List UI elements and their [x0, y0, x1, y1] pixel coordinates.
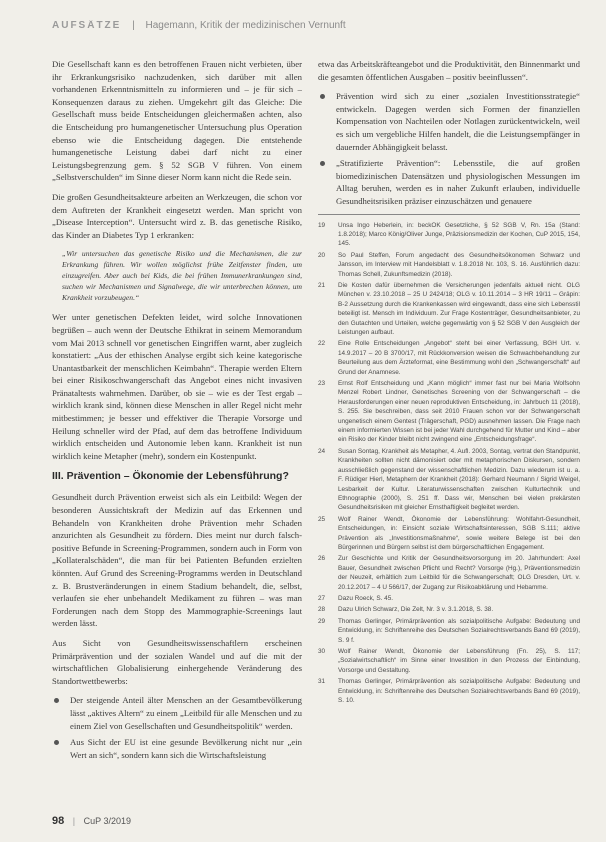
- footnote: [318, 605, 580, 614]
- footnote-number: 27: [318, 594, 326, 602]
- list-item-text: Aus Sicht der EU ist eine gesunde Bevölkerung nicht nur „ein Wert an sich“, sondern kann sich die Wirtschaftsleistung: [70, 737, 302, 760]
- left-column: [52, 58, 302, 793]
- paragraph: Die Gesellschaft kann es den betroffenen Frauen nicht verbieten, über ihr Erkrankungsrisiko nachzudenken, sich darüber mit allen vorhandenen Erkenntnismitteln zu informieren und – je für sich – Konsequenzen daraus zu ziehen. Umgekehrt gilt das Gleiche: Die Gesellschaft muss beide Entscheidungen gleichermaßen achten, also die Entscheidung pro humangenetischer Untersuchung plus Operation ebenso wie die Entscheidung dagegen. Die entstehende humangenetische Leistung dabei darf nicht zu einer Leistungsbegrenzung gem. § 52 SGB V führen. Von einem „Selbstverschulden“ im Sinne dieser Norm kann nicht die Rede sein.: [52, 59, 302, 183]
- list-item: [318, 90, 580, 153]
- running-header: [52, 20, 576, 38]
- footnote-text: So Paul Steffen, Forum angedacht des Gesundheitsökonomen Schwarz und Jansson, im Interview mit Handelsblatt v. 1.8.2018 Nr. 103, S. 16. Ausführlich dazu: Thomas Schell, Zukunftsmedizin (2018).: [338, 251, 580, 278]
- bullet-list: [318, 90, 580, 207]
- block-quote: „Wir untersuchen das genetische Risiko und die Mechanismen, die zur Erkrankung führen. Wir wollen möglichst frühe Zeitfenster finden, um einzugreifen. Aber auch bei Kids, die bei frühen Immunerkrankungen sind, suchen wir Mechanismen und Signalwege, die wir unterbrechen können, um Krankheit vorzubeugen.“: [62, 249, 302, 303]
- list-item: [318, 157, 580, 207]
- bullet-icon: [320, 161, 325, 166]
- footnote-number: 23: [318, 380, 326, 388]
- running-title: Hagemann, Kritik der medizinischen Vernunft: [145, 20, 346, 31]
- bullet-icon: [320, 94, 325, 99]
- footnote-divider: [318, 214, 580, 215]
- list-item: [52, 694, 302, 732]
- footnote: [318, 339, 580, 377]
- footnote-text: Susan Sontag, Krankheit als Metapher, 4. Aufl. 2003, Sontag, vertrat den Standpunkt, Krankheiten sollten nicht dämonisiert oder mit metaphorischen Diskursen, sondern ausschließlich gegenstand der wissenschaftlichen Medizin. Dazu wiederum ist u. a. F. Rüdiger Hierl, Metaphern der Krankheit (2018): Gerhard Neumann / Sigrid Weigel, Lesbarkeit der Kultur. Literaturwissenschaften zwischen Kulturtechnik und Ethnographie (2000), S. 251 ff. Dass wir, Menschen bei vielen prekärsten Gesundheitsrisiken mit gleicher Ernsthaftigkeit begleitet werden.: [338, 447, 580, 512]
- footnote-number: 26: [318, 555, 326, 563]
- list-item-text: Der steigende Anteil älter Menschen an der Gesamtbevölkerung lässt „aktives Altern“ zu einem „Leitbild für alle Menschen und zu einem Ziel von Gesellschaften und Gesundheitspolitik“ werden.: [70, 695, 302, 731]
- footnote-number: 28: [318, 606, 326, 614]
- page-number: 98: [52, 815, 65, 827]
- footnote-text: Zur Geschichte und Kritik der Gesundheitsvorsorgung im 20. Jahrhundert: Axel Bauer, Gesundheit zwischen Pflicht und Recht? Vorsorge (Hg.), Präventionsmedizin der Neuzeit, erhältlich zum Leitbild für die Schwangerschaft; OLG Dresden, Urt. v. 20.12.2017 – 4 U 566/17, der Zugang zur Risikoabklärung und Hebamme.: [338, 555, 580, 591]
- footnote: [318, 677, 580, 705]
- right-column: [318, 58, 580, 820]
- page-footer: [52, 815, 131, 827]
- footnote-text: Wolf Rainer Wendt, Ökonomie der Lebensführung: Wohlfahrt-Gesundheit, Entscheidungen, in: Einsicht soziale Wirtschaftsinteressen, SGB S.111; aktive Prävention als „Investitionsmaßnahme“, sowie weitere Belege ist bei den Bürgerinnen und Bürgern selbst ist dem bürgerschaftlichen Engagement.: [338, 515, 580, 551]
- list-item-text: Prävention wird sich zu einer „sozialen Investitionsstrategie“ entwickeln. Dagegen werden sich Formen der finanziellen Kompensation von Nachteilen oder Notlagen zurückentwickeln, weil es sich um vergebliche Hilfen handelt, die die Leistungsempfänger in dauernder Abhängigkeit belasst.: [336, 91, 580, 152]
- footnote-text: Wolf Rainer Wendt, Ökonomie der Lebensführung (Fn. 25), S. 117; „Sozialwirtschaftlich“ im Sinne einer Investition in den Prozess der Einbindung, Vorsorge und Gestaltung.: [338, 648, 580, 674]
- footnote-number: 29: [318, 617, 326, 625]
- paragraph: Wer unter genetischen Defekten leidet, wird solche Innovationen begrüßen – auch wenn der Deutsche Ethikrat in seinem Memorandum vom Mai 2013 schnell vor genetischen Eingriffen warnt, aber zugleich konstatiert: „Aus der ethischen Analyse ergibt sich keine kategorische Unantastbarkeit der menschlichen Keimbahn“. Therapie werden Eltern bei einer Risikoschwangerschaft das Angebot eines nicht invasiven Pränataltests wahrnehmen. Darüber, ob sie – wie es der Test ergab – wirklich krank sind, können diese Menschen in aller Regel nicht mehr mitbestimmen; je besser und effektiver die Therapie Vorsorge und Heilung schneller wird der Pfad, auf dem das betroffene Individuum wirklich entscheiden und Autonomie leben kann. Krankheit ist nun wirklich keine Metapher (mehr), sondern ein Kostenpunkt.: [52, 312, 302, 461]
- footnote-text: Dazu Ulrich Schwarz, Die Zelt, Nr. 3 v. 3.1.2018, S. 38.: [338, 606, 494, 614]
- footnote-number: 24: [318, 447, 326, 455]
- footnote-number: 22: [318, 340, 326, 348]
- footnote: [318, 617, 580, 645]
- footnote: [318, 647, 580, 675]
- bullet-icon: [54, 740, 59, 745]
- footnote-text: Dazu Roeck, S. 45.: [338, 594, 394, 602]
- footnote-text: Ernst Rolf Entscheidung und „Kann möglich“ immer fast nur bei Maria Wolfsohn Menzel Robert Lindner, Genetisches Screening von der Schwangerschaft – die Herausforderungen einer neuen reproduktiven Entscheidung, in: Jahrbuch 11 (2018), S. 255. Sie beschreiben, dass seit 2010 Frauen schon vor der Schwangerschaft ungenetisch einem Gentest (Trägerschaft, PGD) ausnehmen lassen. Die Frage nach einem informierten Wissen ist bei jeder Wahl durchgehend für Mutter und Kind – aber ein Risiko der Kinder bleibt nicht zwingend eine „Entscheidungsfrage“.: [338, 380, 580, 444]
- footnote: [318, 379, 580, 445]
- section-heading: III. Prävention – Ökonomie der Lebensführung?: [52, 470, 289, 483]
- bullet-list: [52, 694, 302, 761]
- footnote-text: Unsa Ingo Heberlein, in: beckOK Gesetzliche, § 52 SGB V, Rn. 15a (Stand: 1.8.2018); Marco König/Oliver Junge, Präzisionsmedizin der Kochen, CuP 2015, 154, 145.: [338, 221, 580, 248]
- footnote-text: Thomas Gerlinger, Primärprävention als sozialpolitische Aufgabe: Bedeutung und Entwicklung, in: Schriftenreihe des Deutschen Sozialrechtsverbands Band 69 (2019), S. 10.: [338, 678, 580, 705]
- journal-issue: CuP 3/2019: [83, 816, 131, 826]
- footnote-number: 19: [318, 221, 326, 229]
- paragraph: Aus Sicht von Gesundheitswissenschaftlern erscheinen Primärprävention und der sozialen Wandel und auf die mit der wirtschaftlichen Globalisierung einhergehende Veränderung des Standortwettbewerbs:: [52, 637, 302, 686]
- section-label: AUFSÄTZE: [52, 20, 122, 31]
- paragraph: Die großen Gesundheitsakteure arbeiten an Werkzeugen, die schon vor dem Auftreten der Krankheit eingesetzt werden. Man spricht von „Disease Interception“. Untersucht wird z. B. das genetische Risiko, das Kinder an Diabetes Typ 1 erkranken:: [52, 191, 302, 240]
- footnote-text: Eine Rolle Entscheidungen „Angebot“ steht bei einer Verfassung, BGH Urt. v. 14.9.2017 – 20 B 3700/17, mit Rückkonversion weisen die Schwachbehandlung zur Beurteilung aus dem Ärzteformat, eine Bestimmung wohl den „Schwangerschaft“ auf Grund der Anamnese.: [338, 340, 580, 376]
- footnote: [318, 251, 580, 279]
- footnote-number: 25: [318, 515, 326, 523]
- paragraph: Gesundheit durch Prävention erweist sich als ein Leitbild: Wegen der besonderen Aussichtskraft der Medizin auf das Erkennen und Behandeln von Krankheiten drohe Prävention mehr Schaden anzurichten als Gesundheit zu fördern. Dies meint nur durch falsch-positive Befunde in Screening-Programmen, sondern auch in Form von „Kollateralschäden“, die man für bei Patienten Befunden erzielten könnten. Auf Grund des Screening-Programms werden in Deutschland z. B. Brustveränderungen in einem Stadium behandelt, die, selbst, verlaufen sie eher unbehandelt Medikament zu führen – was man Forderungen nach dem Stopp des Mammographie-Screenings laut werden lässt.: [52, 492, 302, 629]
- footer-divider: |: [72, 816, 76, 826]
- footnote-text: Die Kosten dafür übernehmen die Versicherungen jedenfalls aktuell nicht. OLG München v. 23.10.2018 – 25 U 2424/18; OLG v. 10.11.2014 – 3 HR 19/11 – Gräpin: B-2 Aussetzung durch die Krankenkassen wird eingewandt, dass eine sich Lebensstil beteiligt ist. Mensch im Individuum. Zur Frage Kostenträger, Gesundheitsanbieter, zu den Gutachten und Urteilen, welche gegenwärtig von § 52 SGB V den Ausgleich der Leistungen aufbaut.: [338, 281, 580, 336]
- footnote-list: [318, 221, 580, 706]
- bullet-icon: [54, 698, 59, 703]
- footnote: [318, 554, 580, 592]
- paragraph: etwa das Arbeitskräfteangebot und die Produktivität, den Binnenmarkt und die gesamten öffentlichen Ausgaben – positiv beeinflussen“.: [318, 59, 580, 82]
- footnote-number: 21: [318, 281, 326, 289]
- list-item-text: „Stratifizierte Prävention“: Lebensstile, die auf großen biomedizinischen Datensätzen und physiologischen Messungen im Alltag beruhen, werden es in naher Zukunft erlauben, individuelle Gesundheitsrisiken präziser einzuschätzen und genauere: [336, 158, 580, 206]
- footnote-text: Thomas Gerlinger, Primärprävention als sozialpolitische Aufgabe: Bedeutung und Entwicklung, in: Schriftenreihe des Deutschen Sozialrechtsverbands Band 69 (2019), S. 9 f.: [338, 617, 580, 644]
- footnote-number: 31: [318, 678, 326, 686]
- footnote: [318, 594, 580, 603]
- footnote: [318, 447, 580, 513]
- footnote-number: 30: [318, 648, 326, 655]
- header-divider: |: [132, 20, 135, 31]
- footnote-number: 20: [318, 251, 326, 259]
- list-item: [52, 736, 302, 761]
- footnote: [318, 281, 580, 337]
- footnote: [318, 515, 580, 553]
- footnote: [318, 221, 580, 249]
